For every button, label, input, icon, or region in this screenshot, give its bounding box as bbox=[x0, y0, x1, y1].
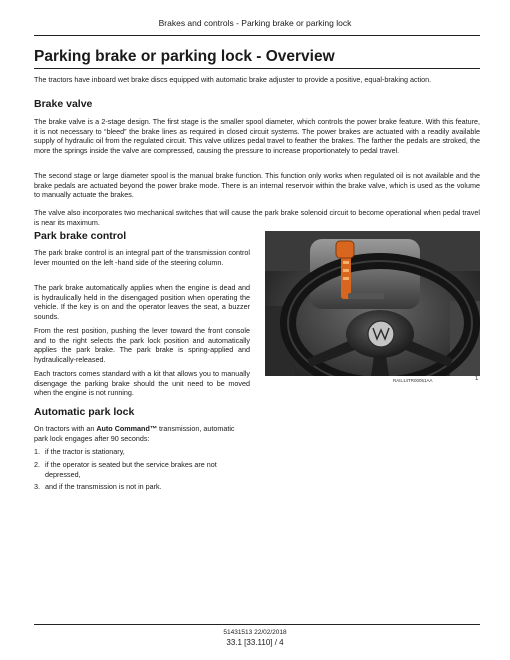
park-brake-paragraph-2: The park brake automatically applies when the engine is dead and is hydraulically held in the disengaged position when operating the vehicle. If the key is on and the operator leaves the seat, a buzzer sounds. bbox=[34, 283, 250, 321]
page-number: 33.1 [33.110] / 4 bbox=[226, 638, 284, 647]
park-brake-paragraph-3: From the rest position, pushing the lever toward the front console and to the right selects the park lock position and automatically applies the park brake. The park brake is spring-applied and hydraulically-released. bbox=[34, 326, 250, 364]
brake-valve-paragraph-3: The valve also incorporates two mechanical switches that will cause the park brake solenoid circuit to become operational when pedal travel is near its maximum. bbox=[34, 208, 480, 227]
header-rule bbox=[34, 35, 480, 36]
figure-reference: RAIL14TR00051AA bbox=[393, 378, 433, 383]
auto-park-heading: Automatic park lock bbox=[34, 406, 135, 418]
auto-park-lead bbox=[34, 424, 250, 443]
figure-number: 1 bbox=[475, 376, 479, 382]
auto-park-lead-end: transmission, automatic park lock engages after 90 seconds: bbox=[34, 424, 235, 443]
list-text: if the operator is seated but the service brakes are not depressed, bbox=[45, 460, 217, 479]
park-brake-heading: Park brake control bbox=[34, 230, 127, 242]
list-number: 3. bbox=[34, 482, 40, 491]
steering-wheel-illustration bbox=[265, 231, 480, 376]
park-brake-paragraph-4: Each tractors comes standard with a kit that allows you to manually disengage the parking brake should the unit need to be moved when the engine is not running. bbox=[34, 369, 250, 398]
brake-valve-paragraph-1: The brake valve is a 2-stage design. The first stage is the smaller spool diameter, which controls the power brake feature. With this feature, it is not necessary to “bleed” the brake lines as required in closed circuit systems. The power brakes are actuated with a readily available supply of hydraulic oil from the regulated circuit. This valve utilizes pedal travel to feather the brakes. The farther the pedals are stroked, the more the springs inside the valve are compressed, causing the pressure to increase proportionately to pedal travel. bbox=[34, 117, 480, 155]
running-header: Brakes and controls - Parking brake or parking lock bbox=[158, 18, 352, 28]
footer-doc-reference: 51431513 22/02/2018 bbox=[223, 629, 287, 636]
footer-rule bbox=[34, 624, 480, 625]
list-number: 1. bbox=[34, 447, 40, 456]
title-rule bbox=[34, 68, 480, 69]
auto-command-name: Auto Command™ bbox=[96, 424, 158, 433]
page-title: Parking brake or parking lock - Overview bbox=[34, 48, 335, 65]
park-brake-paragraph-1: The park brake control is an integral part of the transmission control lever mounted on the left -hand side of the steering column. bbox=[34, 248, 250, 267]
brake-valve-paragraph-2: The second stage or large diameter spool is the manual brake function. This function only works when regulated oil is not available and the brake pedals are actuated beyond the power brake mode. There is an internal reservoir within the brake valve, which is used as the volume to manually actuate the brakes. bbox=[34, 171, 480, 200]
list-number: 2. bbox=[34, 460, 40, 469]
auto-park-lead-start: On tractors with an bbox=[34, 424, 97, 433]
brake-valve-heading: Brake valve bbox=[34, 98, 93, 110]
list-text: and if the transmission is not in park. bbox=[45, 482, 162, 491]
intro-paragraph: The tractors have inboard wet brake discs equipped with automatic brake adjuster to provide a positive, equal-braking action. bbox=[34, 75, 432, 84]
list-text: if the tractor is stationary, bbox=[45, 447, 125, 456]
steering-column-photo bbox=[265, 231, 480, 376]
